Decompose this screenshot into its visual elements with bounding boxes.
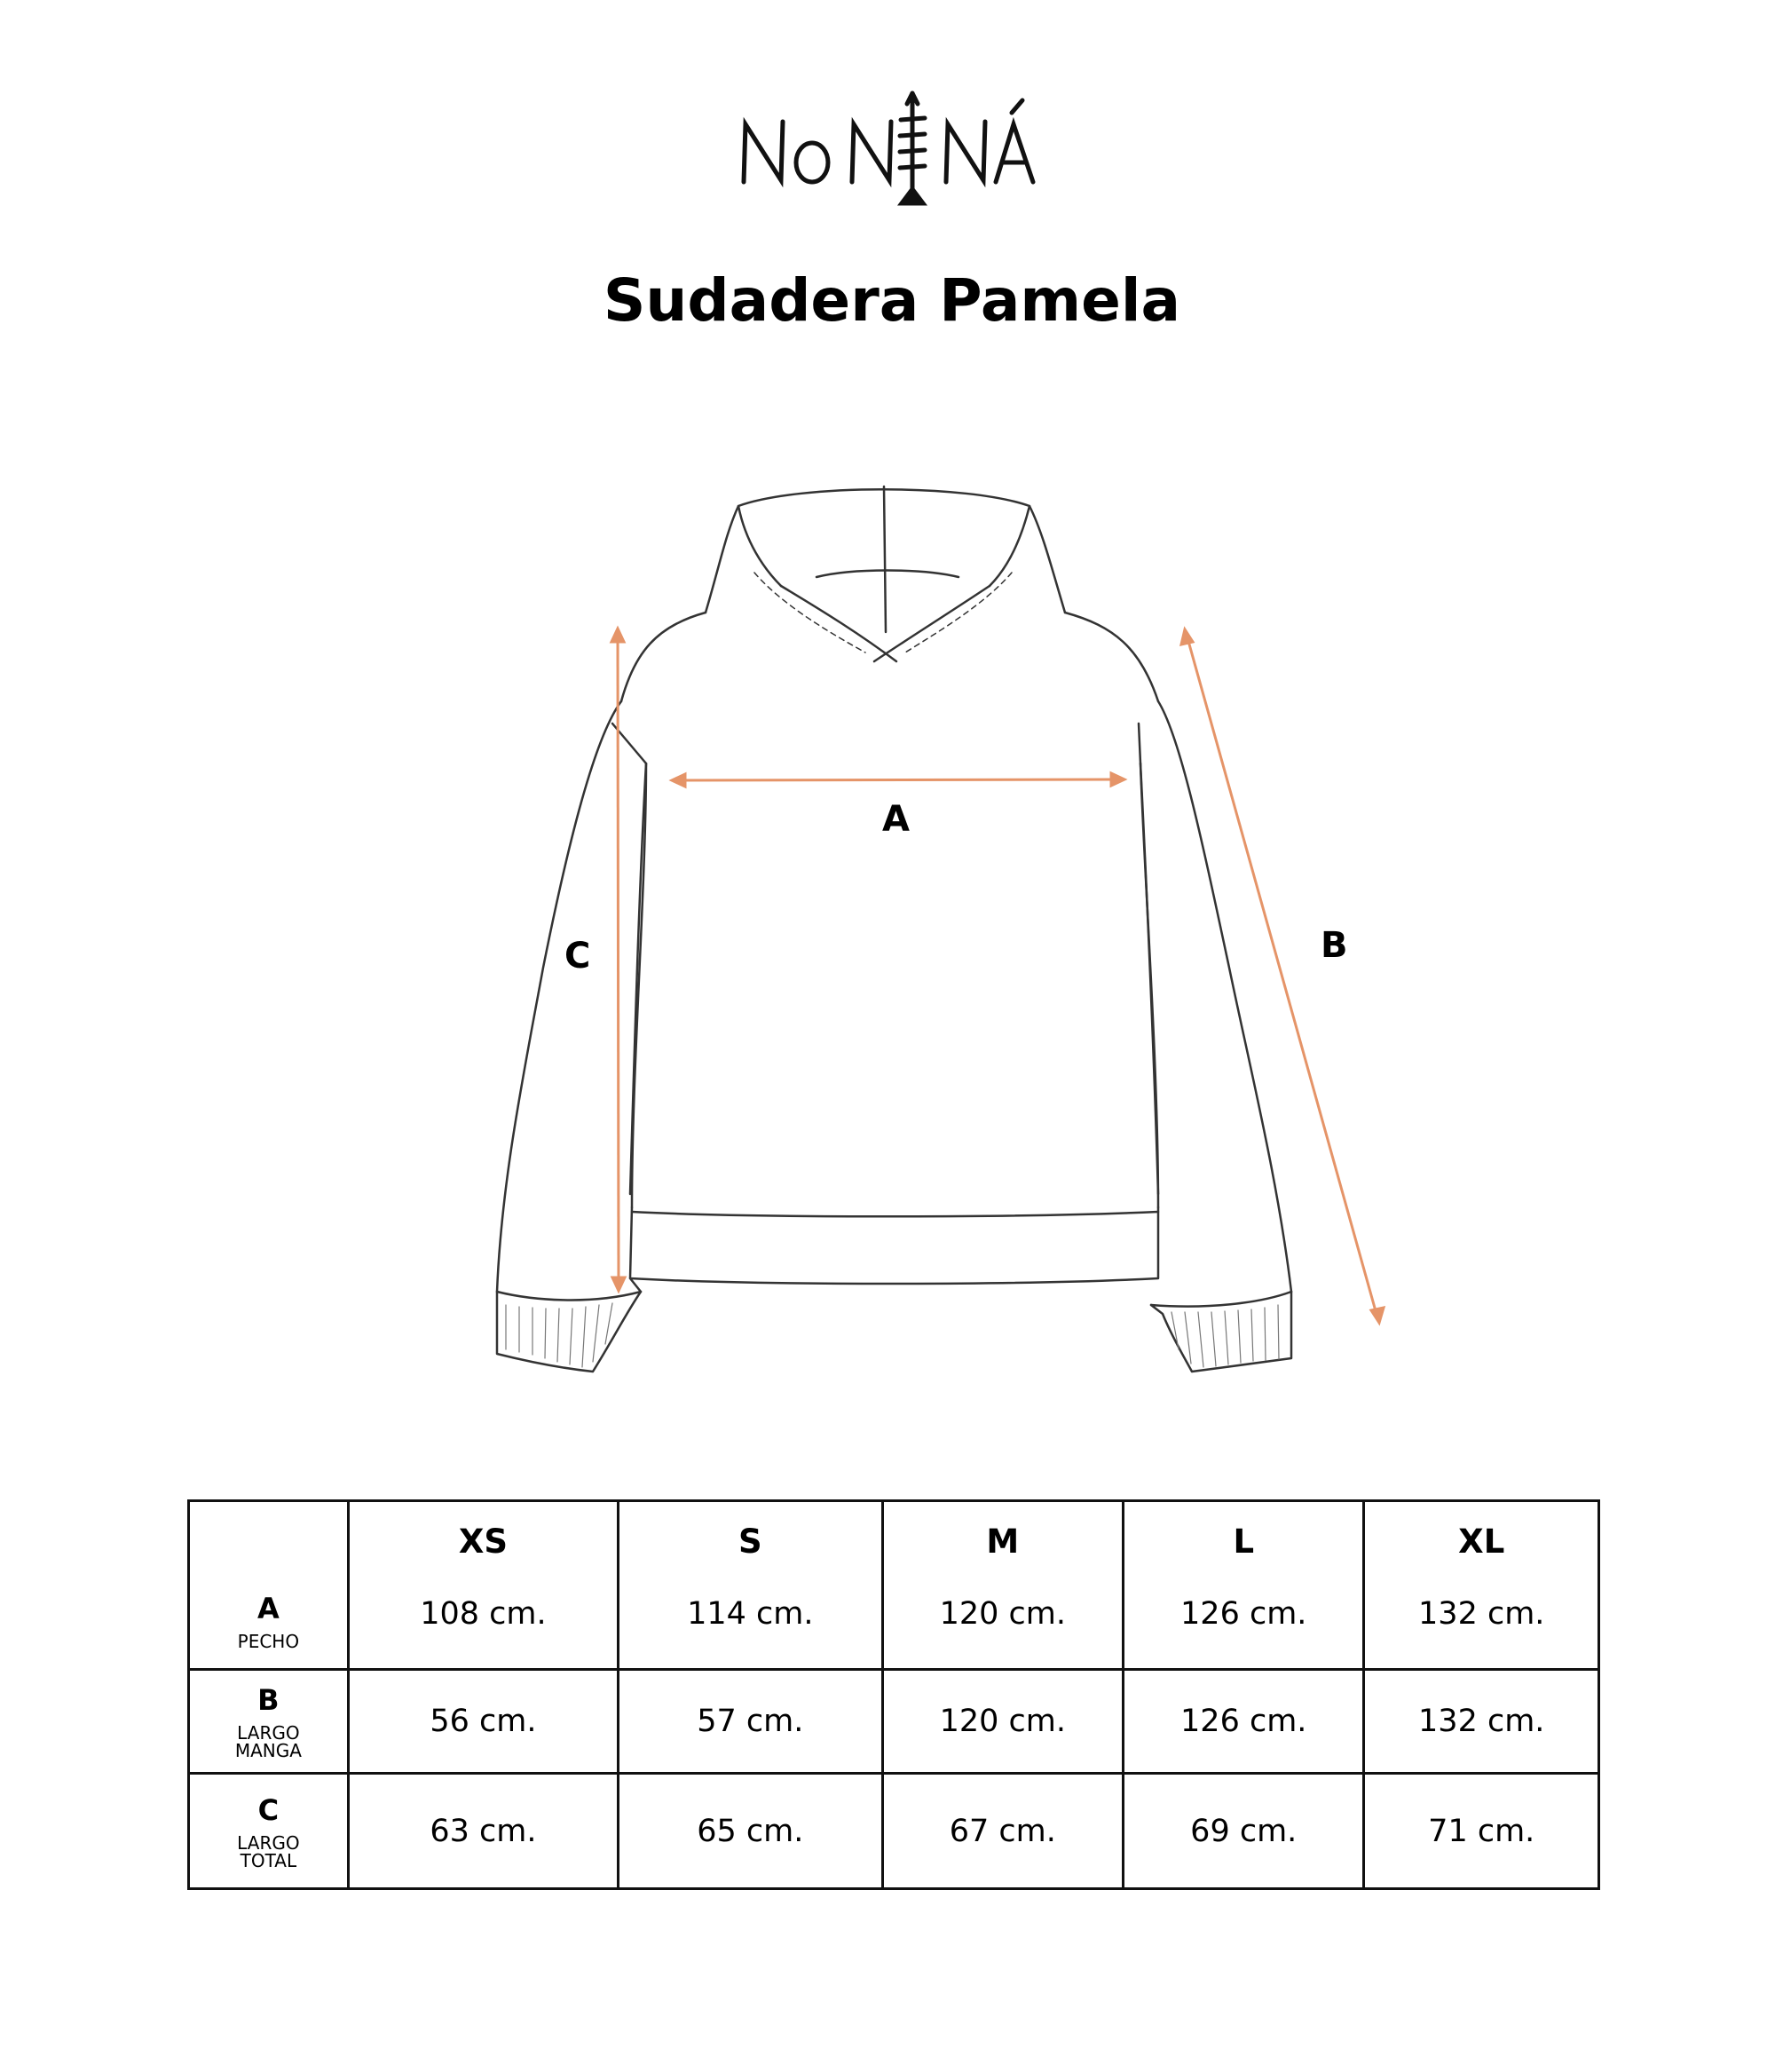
cell-b-m: 120 cm.	[882, 1670, 1123, 1774]
size-header-m: M	[986, 1522, 1020, 1561]
row-desc-b	[191, 1724, 346, 1760]
cell-c-xs: 63 cm.	[348, 1774, 618, 1889]
size-header-xl: XL	[1458, 1522, 1505, 1561]
cell-a-m: 120 cm.	[939, 1596, 1066, 1632]
row-desc-b-line1: LARGO	[237, 1722, 300, 1744]
size-col-xs	[348, 1501, 618, 1670]
cell-b-xl: 132 cm.	[1364, 1670, 1599, 1774]
cell-c-m: 67 cm.	[882, 1774, 1123, 1889]
cell-c-xl: 71 cm.	[1364, 1774, 1599, 1889]
size-table	[187, 1499, 1600, 1890]
table-row-a	[189, 1501, 1599, 1670]
row-letter-b: B	[257, 1683, 280, 1717]
row-header-c	[189, 1774, 349, 1889]
cell-a-s: 114 cm.	[687, 1596, 814, 1632]
measure-c-line	[618, 634, 619, 1285]
cell-a-l: 126 cm.	[1180, 1596, 1307, 1632]
size-col-m	[882, 1501, 1123, 1670]
cell-a-xl: 132 cm.	[1418, 1596, 1545, 1632]
row-desc-b-line2: MANGA	[234, 1740, 302, 1761]
page-title: Sudadera Pamela	[603, 266, 1181, 335]
measure-a-arrowhead-left	[672, 774, 685, 787]
row-header-b	[189, 1670, 349, 1774]
size-header-xs: XS	[458, 1522, 509, 1561]
measure-b-arrowhead-bottom	[1371, 1308, 1384, 1323]
row-desc-c-line1: LARGO	[237, 1831, 300, 1854]
row-header-a	[189, 1501, 349, 1670]
size-col-xl	[1364, 1501, 1599, 1670]
size-col-s	[619, 1501, 882, 1670]
measure-b-line	[1187, 635, 1377, 1317]
cell-b-l: 126 cm.	[1124, 1670, 1364, 1774]
size-header-s: S	[738, 1522, 762, 1561]
measure-a-arrowhead-right	[1111, 773, 1124, 786]
row-desc-c	[191, 1831, 346, 1871]
cell-b-s: 57 cm.	[619, 1670, 882, 1774]
measure-b-arrowhead-top	[1181, 629, 1193, 645]
row-desc-c-line2: TOTAL	[240, 1849, 297, 1871]
cell-c-l: 69 cm.	[1124, 1774, 1364, 1889]
measurement-arrows	[611, 629, 1384, 1323]
measure-c-arrowhead-top	[611, 629, 624, 642]
table-row-c	[189, 1774, 1599, 1889]
cell-a-xs: 108 cm.	[420, 1596, 547, 1632]
size-col-l	[1124, 1501, 1364, 1670]
cell-b-xs: 56 cm.	[348, 1670, 618, 1774]
row-letter-a: A	[256, 1592, 280, 1625]
hoodie-outline	[497, 486, 1291, 1372]
size-header-l: L	[1233, 1522, 1255, 1561]
measure-c-label: C	[564, 936, 591, 977]
measure-a-line	[676, 779, 1120, 780]
measure-a-label: A	[882, 799, 910, 840]
cell-c-s: 65 cm.	[619, 1774, 882, 1889]
row-desc-a: PECHO	[237, 1631, 300, 1652]
row-letter-c: C	[257, 1792, 280, 1827]
table-row-b	[189, 1670, 1599, 1774]
measure-c-arrowhead-bottom	[612, 1277, 625, 1291]
measure-b-label: B	[1321, 925, 1348, 966]
